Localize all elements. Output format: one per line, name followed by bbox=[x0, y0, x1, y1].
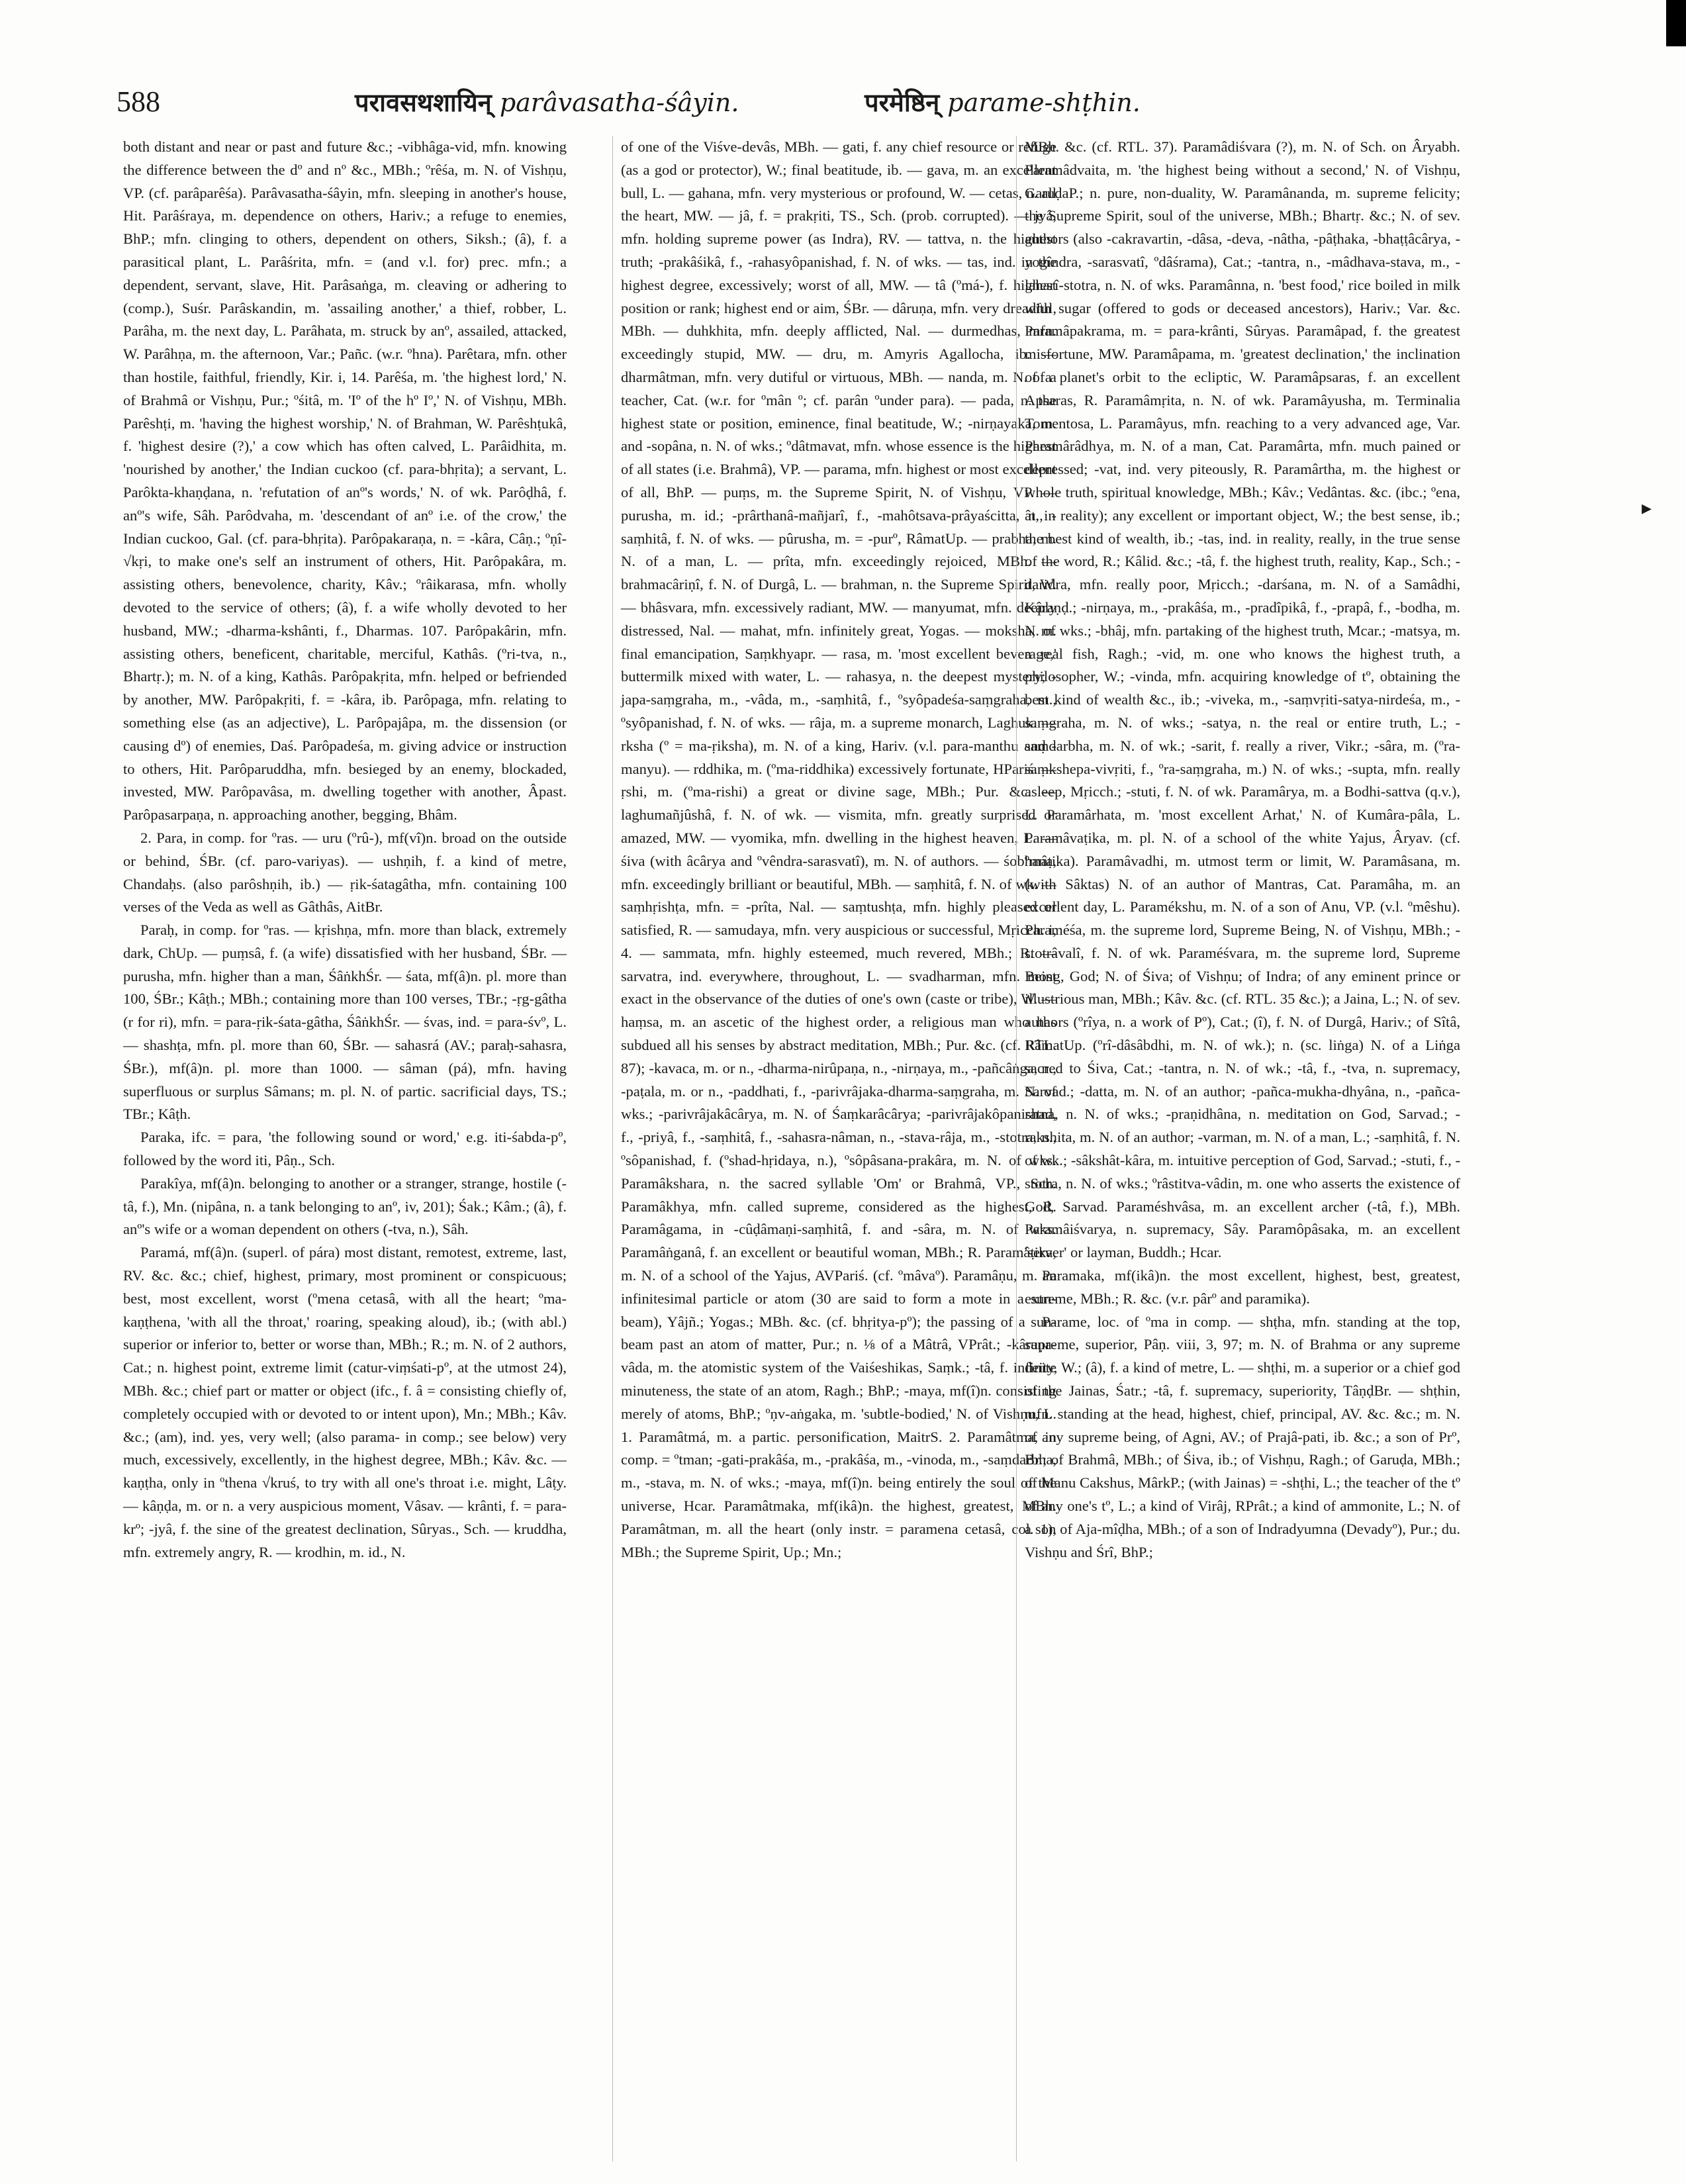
entry-paragraph: Paraḥ, in comp. for ºras. — kṛishṇa, mfn. more than black, extremely dark, ChUp. — puṃsâ, f. (a wife) dissatisfied with her husband, ŚBr. — purusha, mfn. higher than a man, ŚâṅkhŚr. — śata, mf(â)n. pl. more than 100, ŚBr.; Kâṭh.; MBh.; containing more than 100 verses, TBr.; -ṛg-gâtha (r for ri), mfn. = para-ṛik-śata-gâtha, ŚâṅkhŚr. — śvas, ind. = para-śvº, L. — shashṭa, mfn. pl. more than 60, ŚBr. — sahasrá (AV.; paraḥ-sahasra, ŚBr.), mf(â)n. pl. more than 1000. — sâman (pá), mfn. having superfluous or surplus Sâmans; m. pl. N. of partic. sacrificial days, TS.; TBr.; Kâṭh. bbox=[123, 922, 567, 1123]
page-number: 588 bbox=[117, 85, 160, 118]
entry-paragraph: Paraka, ifc. = para, 'the following sound or word,' e.g. iti-śabda-pº, followed by the word iti, Pâṇ., Sch. bbox=[123, 1129, 567, 1169]
scan-edge bbox=[1666, 0, 1686, 46]
entry-paragraph: of one of the Viśve-devâs, MBh. — gati, f. any chief resource or refuge (as a god or protector), W.; final beatitude, ib. — gava, m. an excellent bull, L. — gahana, mfn. very mysterious or profound, W. — cetas, n. all the heart, MW. — jâ, f. = prakṛiti, TS., Sch. (prob. corrupted). — jyâ, mfn. holding supreme power (as Indra), RV. — tattva, n. the highest truth; -prakâśikâ, f., -rahasyôpanishad, f. N. of wks. — tas, ind. in the highest degree, excessively; worst of all, MW. — tâ (ºmá-), f. highest position or rank; highest end or aim, ŚBr. — dâruṇa, mfn. very dreadful, MBh. — duhkhita, mfn. deeply afflicted, Nal. — durmedhas, mfn. exceedingly stupid, MW. — dru, m. Amyris Agallocha, ib. — dharmâtman, mfn. very dutiful or virtuous, MBh. — nanda, m. N. of a teacher, Cat. (w.r. for ºmân º; cf. parân ºunder para). — pada, n. the highest state or position, eminence, final beatitude, W.; -nirṇayaka, m. and -sopâna, n. N. of wks.; ºdâtmavat, mfn. whose essence is the highest of all states (i.e. Brahmâ), VP. — parama, mfn. highest or most excellent of all, BhP. — puṃs, m. the Supreme Spirit, N. of Vishṇu, VP. — purusha, m. id.; -prârthanâ-mañjarî, f., -mahôtsava-prâyaścitta, n., -saṃhitâ, f. N. of wks. — pûrusha, m. = -purº, RâmatUp. — prabha, m. N. of a man, L. — prîta, mfn. exceedingly rejoiced, MBh. — brahmacâriṇî, f. N. of Durgâ, L. — brahman, n. the Supreme Spirit, W. — bhâsvara, mfn. excessively radiant, MW. — manyumat, mfn. deeply distressed, Nal. — mahat, mfn. infinitely great, Yogas. — moksha, m. final emancipation, Saṃkhyapr. — rasa, m. 'most excellent beverage,' buttermilk mixed with water, L. — rahasya, n. the deepest mystery; -japa-saṃgraha, m., -vâda, m., -saṃhitâ, f., ºsyôpadeśa-saṃgraha, m., ºsyôpanishad, f. N. of wks. — râja, m. a supreme monarch, Laghuk. — rksha (º = ma-ṛiksha), m. N. of a king, Hariv. (v.l. para-manthu and -manyu). — rddhika, m. (ºma-riddhika) excessively fortunate, HPariś. — ṛshi, m. (ºma-rishi) a great or divine sage, MBh.; Pur. &c. — laghumañjûshâ, f. N. of wk. — vismita, mfn. greatly surprised or amazed, MW. — vyomika, mfn. dwelling in the highest heaven, L. — śiva (with âcârya and ºvêndra-sarasvatî), m. N. of authors. — śobhana, mfn. exceedingly brilliant or beautiful, MBh. — saṃhitâ, f. N. of wk. — saṃhṛishṭa, mfn. = -prîta, Nal. — saṃtushṭa, mfn. highly pleased or satisfied, R. — samudaya, mfn. very auspicious or successful, Mṛicch. i, 4. — sammata, mfn. highly esteemed, much revered, MBh.; R. — sarvatra, ind. everywhere, throughout, L. — svadharman, mfn. most exact in the observance of the duties of one's own (caste or tribe), W. — haṃsa, m. an ascetic of the highest order, a religious man who has subdued all his senses by abstract meditation, MBh.; Pur. &c. (cf. RTL. 87); -kavaca, m. or n., -dharma-nirûpaṇa, n., -nirṇaya, m., -pañcâṅga, n., -paṭala, m. or n., -paddhati, f., -parivrâjaka-dharma-saṃgraha, m. N. of wks.; -parivrâjakâcârya, m. N. of Śaṃkarâcârya; -parivrâjakôpanishad, f., -priyâ, f., -saṃhitâ, f., -sahasra-nâman, n., -stava-râja, m., -stotra, n., ºsôpanishad, f. (ºshad-hṛidaya, n.), ºsôpâsana-prakâra, m. N. of wks. Paramâkshara, n. the sacred syllable 'Om' or Brahmâ, VP., Sch. Paramâkhya, mfn. called supreme, considered as the highest, R. Paramâgama, in -cûḍâmaṇi-saṃhitâ, f. and -sâra, m. N. of wks. Paramâṅganâ, f. an excellent or beautiful woman, MBh.; R. Paramâṭika, m. N. of a school of the Yajus, AVPariś. (cf. ºmâvaº). Paramâṇu, m. an infinitesimal particle or atom (30 are said to form a mote in a sun-beam), Yâjñ.; Yogas.; MBh. &c. (cf. bhṛitya-pº); the passing of a sun-beam past an atom of matter, Pur.; n. ⅛ of a Mâtrâ, VPrât.; -kâraṇa-vâda, m. the atomistic system of the Vaiśeshikas, Saṃk.; -tâ, f. infinite minuteness, the state of an atom, Ragh.; BhP.; -maya, mf(î)n. consisting merely of atoms, BhP.; ºṇv-aṅgaka, m. 'subtle-bodied,' N. of Vishṇu, L. 1. Paramâtmá, m. a partic. personification, MaitrS. 2. Paramâtma, in comp. = ºtman; -gati-prakâśa, m., -prakâśa, m., -vinoda, m., -saṃdarbha, m., -stava, m. N. of wks.; -maya, mf(î)n. being entirely the soul of the universe, Hcar. Paramâtmaka, mf(ikâ)n. the highest, greatest, MBh. Paramâtman, m. all the heart (only instr. = paramena cetasâ, col. 1), MBh.; the Supreme Spirit, Up.; Mn.; bbox=[621, 138, 1056, 1560]
header-right-devanagari: परमेष्ठिन् bbox=[865, 88, 940, 117]
header-left-devanagari: परावसथशायिन् bbox=[355, 88, 492, 117]
entry-paragraph: 2. Para, in comp. for ºras. — uru (ºrû-), mf(vî)n. broad on the outside or behind, ŚBr. (cf. paro-variyas). — ushṇih, f. a kind of metre, Chandaḥs. (also parôshṇih, ib.) — ṛik-śatagâtha, mfn. containing 100 verses of the Veda as well as Gâthâs, AitBr. bbox=[123, 829, 567, 916]
entry-paragraph: Parame, loc. of ºma in comp. — shṭha, mfn. standing at the top, supreme, superior, Pâṇ. viii, 3, 97; m. N. of Brahma or any supreme deity, W.; (â), f. a kind of metre, L. — shṭhi, m. a superior or a chief god of the Jainas, Śatr.; -tâ, f. supremacy, superiority, TâṇḍBr. — shṭhin, mfn. standing at the head, highest, chief, principal, AV. &c. &c.; m. N. of any supreme being, of Agni, AV.; of Prajâ-pati, ib. &c.; a son of Prº, Br.; of Brahmâ, MBh.; of Śiva, ib.; of Vishṇu, Ragh.; of Garuḍa, MBh.; of Manu Cakshus, MârkP.; (with Jainas) = -shṭhi, L.; the teacher of the tº of any one's tº, L.; a kind of Virâj, RPrât.; a kind of ammonite, L.; N. of a son of Aja-mîḍha, MBh.; of a son of Indradyumna (Devadyº), Pur.; du. Vishṇu and Śrî, BhP.; bbox=[1025, 1313, 1460, 1560]
entry-paragraph: Paramaka, mf(ikâ)n. the most excellent, highest, best, greatest, extreme, MBh.; R. &c. (v.r. pârº and paramika). bbox=[1025, 1267, 1460, 1307]
entry-paragraph: Paramá, mf(â)n. (superl. of pára) most distant, remotest, extreme, last, RV. &c. &c.; chief, highest, primary, most prominent or conspicuous; best, most excellent, worst (ºmena cetasâ, with all the heart; ºma-kaṇṭhena, 'with all the throat,' roaring, speaking aloud), ib.; (with abl.) superior or inferior to, better or worse than, MBh.; R.; m. N. of 2 authors, Cat.; n. highest point, extreme limit (catur-viṃśati-pº, at the utmost 24), MBh. &c.; chief part or matter or object (ifc., f. â = consisting chiefly of, completely occupied with or devoted to or intent upon), Mn.; MBh.; Kâv. &c.; (am), ind. yes, very well; (also parama- in comp.; see below) very much, excessively, excellently, in the highest degree, MBh.; Kâv. &c. — kaṇṭha, only in ºthena √kruś, to try with all one's throat i.e. might, Lâṭy. — kâṇḍa, m. or n. a very auspicious moment, Vâsav. — krânti, f. = para-krº; -jyâ, f. the sine of the greatest declination, Sûryas., Sch. — kruddha, mfn. extremely angry, R. — krodhin, m. id., N. bbox=[123, 1244, 567, 1560]
text-column-1 bbox=[123, 136, 567, 2161]
header-left-headword bbox=[355, 85, 739, 119]
text-column-2 bbox=[612, 136, 1056, 2161]
entry-paragraph: both distant and near or past and future &c.; -vibhâga-vid, mfn. knowing the difference between the dº and nº &c., MBh.; ºrêśa, m. N. of Vishṇu, VP. (cf. parâparêśa). Parâvasatha-śâyin, mfn. sleeping in another's house, Hit. Parâśraya, m. dependence on others, Hariv.; a refuge to enemies, BhP.; mfn. clinging to others, dependent on others, Siksh.; (â), f. a parasitical plant, L. Parâśrita, mfn. = (and v.l. for) prec. mfn.; a dependent, servant, slave, Hit. Parâsaṅga, m. cleaving or adhering to (comp.), Suśr. Parâskandin, m. 'assailing another,' a thief, robber, L. Parâha, m. the next day, L. Parâhata, m. struck by anº, assailed, attacked, W. Parâhṇa, m. the afternoon, Var.; Pañc. (w.r. ºhna). Parêtara, mfn. other than hostile, faithful, friendly, Kir. i, 14. Parêśa, m. 'the highest lord,' N. of Brahmâ or Vishṇu, Pur.; ºśitâ, m. 'Iº of the hº Iº,' N. of Vishṇu, MBh. Parêshṭi, m. 'having the highest worship,' N. of Brahman, W. Parêshṭukâ, f. 'highest desire (?),' a cow which has often calved, L. Parâidhita, m. 'nourished by another,' the Indian cuckoo (cf. para-bhṛita); a servant, L. Parôkta-khaṇḍana, n. 'refutation of anº's words,' N. of wk. Parôḍhâ, f. anº's wife, Sâh. Parôdvaha, m. 'descendant of anº i.e. of the crow,' the Indian cuckoo, Gal. (cf. para-bhṛita). Parôpakaraṇa, n. = -kâra, Câṇ.; ºṇî-√kṛi, to make one's self an instrument of others, Hit. Parôpakâra, m. assisting others, benevolence, charity, Kâv.; ºrâikarasa, mfn. wholly devoted to the service of others; (â), f. a wife wholly devoted to her husband, MW.; -dharma-kshânti, f., Dharmas. 107. Parôpakârin, mfn. assisting others, beneficent, charitable, merciful, Kathâs. (ºri-tva, n., Bhartṛ.); m. N. of a king, Kathâs. Parôpakṛita, mfn. helped or befriended by another, MW. Parôpakṛiti, f. = -kâra, ib. Parôpaga, mfn. relating to something else (as an adjective), L. Parôpajâpa, m. the dissension (or causing dº) of enemies, Daś. Parôpadeśa, m. giving advice or instruction to others, Hit. Parôparuddha, mfn. besieged by an enemy, blockaded, invested, MW. Parôpavâsa, m. dwelling together with another, Âpast. Parôpasarpaṇa, n. approaching another, begging, Bhâm. bbox=[123, 138, 567, 824]
page-header bbox=[117, 79, 1613, 126]
margin-marker-icon: ▸ bbox=[1642, 497, 1652, 520]
text-column-3 bbox=[1016, 136, 1460, 2161]
header-left-translit: parâvasatha-śâyin. bbox=[499, 88, 739, 117]
header-right-translit: parame-shṭhin. bbox=[947, 88, 1141, 117]
entry-paragraph: MBh. &c. (cf. RTL. 37). Paramâdiśvara (?), m. N. of Sch. on Âryabh. Paramâdvaita, m. 'the highest being without a second,' N. of Vishṇu, GaruḍaP.; n. pure, non-duality, W. Paramânanda, m. supreme felicity; the Supreme Spirit, soul of the universe, MBh.; Bhartṛ. &c.; N. of sev. authors (also -cakravartin, -dâsa, -deva, -nâtha, -pâṭhaka, -bhaṭṭâcârya, -yogîndra, -sarasvatî, ºdâśrama), Cat.; -tantra, n., -mâdhava-stava, m., -laharî-stotra, n. N. of wks. Paramânna, n. 'best food,' rice boiled in milk with sugar (offered to gods or deceased ancestors), Hariv.; Var. &c. Paramâpakrama, m. = para-krânti, Sûryas. Paramâpad, f. the greatest misfortune, MW. Paramâpama, m. 'greatest declination,' the inclination of a planet's orbit to the ecliptic, W. Paramâpsaras, f. an excellent Apsaras, R. Paramâmṛita, n. N. of wk. Paramâyusha, m. Terminalia Tomentosa, L. Paramâyus, mfn. reaching to a very advanced age, Var. Paramârâdhya, m. N. of a man, Cat. Paramârta, mfn. much pained or depressed; -vat, ind. very piteously, R. Paramârtha, m. the highest or whole truth, spiritual knowledge, MBh.; Kâv.; Vedântas. &c. (ibc.; ºena, ât, in reality); any excellent or important object, W.; the best sense, ib.; the best kind of wealth, ib.; -tas, ind. in reality, really, in the true sense of the word, R.; Kâlid. &c.; -tâ, f. the highest truth, reality, Kap., Sch.; -daridra, mfn. really poor, Mṛicch.; -darśana, m. N. of a Samâdhi, Kâraṇḍ.; -nirṇaya, m., -prakâśa, m., -pradîpikâ, f., -prapâ, f., -bodha, m. N. of wks.; -bhâj, mfn. partaking of the highest truth, Mcar.; -matsya, m. a real fish, Ragh.; -vid, m. one who knows the highest truth, a philosopher, W.; -vinda, mfn. acquiring knowledge of tº, obtaining the best kind of wealth &c., ib.; -viveka, m., -saṃvṛiti-satya-nirdeśa, m., -saṃgraha, m. N. of wks.; -satya, n. the real or entire truth, L.; -saṃdarbha, m. N. of wk.; -sarit, f. really a river, Vikr.; -sâra, m. (ºra-saṃkshepa-vivṛiti, f., ºra-saṃgraha, m.) N. of wks.; -supta, mfn. really asleep, Mṛicch.; -stuti, f. N. of wk. Paramârya, m. a Bodhi-sattva (q.v.), L. Paramârhata, m. 'most excellent Arhat,' N. of Kumâra-pâla, L. Paramâvaṭika, m. pl. N. of a school of the white Yajus, Âryav. (cf. ºmâṭika). Paramâvadhi, m. utmost term or limit, W. Paramâsana, m. (with Sâktas) N. of an author of Mantras, Cat. Paramâha, m. an excellent day, L. Paramékshu, m. N. of a son of Anu, VP. (v.l. ºmêshu). Paraméśa, m. the supreme lord, Supreme Being, N. of Vishṇu, MBh.; -stotrâvalî, f. N. of wk. Paraméśvara, m. the supreme lord, Supreme Being, God; N. of Śiva; of Vishṇu; of Indra; of any eminent prince or illustrious man, MBh.; Kâv. &c. (cf. RTL. 35 &c.); a Jaina, L.; N. of sev. authors (ºrîya, n. a work of Pº), Cat.; (î), f. N. of Durgâ, Hariv.; of Sîtâ, RâmatUp. (ºrî-dâsâbdhi, m. N. of wk.); n. (sc. liṅga) N. of a Liṅga sacred to Śiva, Cat.; -tantra, n. N. of wk.; -tâ, f., -tva, n. supremacy, Sarvad.; -datta, m. N. of an author; -pañca-mukha-dhyâna, n., -pañca-ratna, n. N. of wks.; -praṇidhâna, n. meditation on God, Sarvad.; -rakshita, m. N. of an author; -varman, m. N. of a man, L.; -saṃhitâ, f. N. of wk.; -sâkshât-kâra, m. intuitive perception of God, Sarvad.; -stuti, f., -stotra, n. N. of wks.; ºrâstitva-vâdin, m. one who asserts the existence of God, Sarvad. Paraméshvâsa, m. an excellent archer (-tâ, f.), MBh. Paramâiśvarya, n. supremacy, Sây. Paramôpâsaka, m. an excellent 'server' or layman, Buddh.; Hcar. bbox=[1025, 138, 1460, 1261]
entry-paragraph: Parakîya, mf(â)n. belonging to another or a stranger, strange, hostile (-tâ, f.), Mn. (nipâna, n. a tank belonging to anº, iv, 201); Śak.; Kâm.; (â), f. anº's wife or a woman dependent on others (-tva, n.), Sâh. bbox=[123, 1174, 567, 1238]
header-right-headword bbox=[865, 85, 1141, 119]
